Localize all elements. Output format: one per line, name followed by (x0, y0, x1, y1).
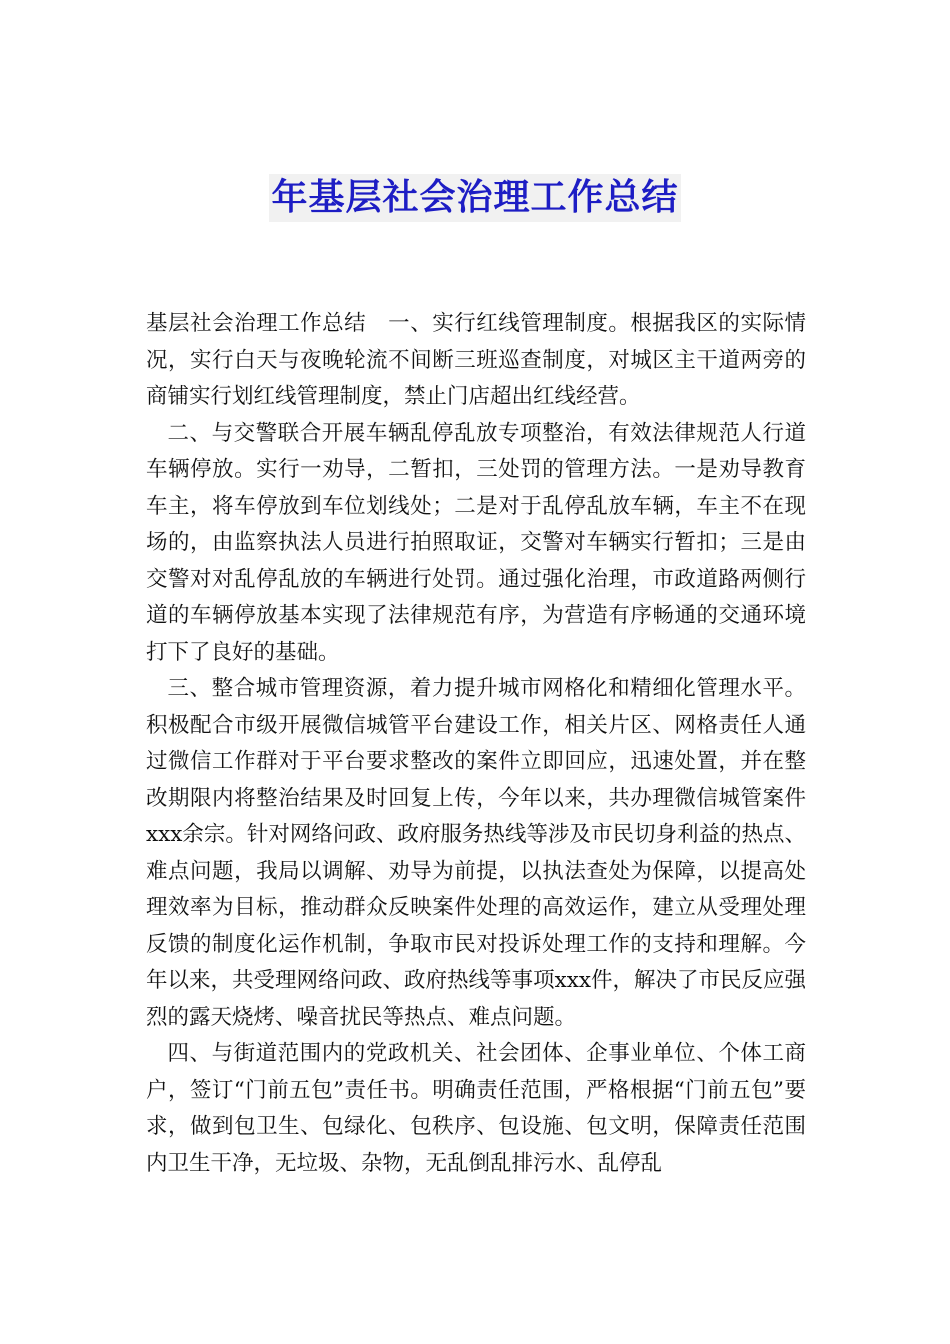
document-title: 年基层社会治理工作总结 (269, 174, 680, 222)
paragraph-3: 三、整合城市管理资源，着力提升城市网格化和精细化管理水平。积极配合市级开展微信城管平台建设工作，相关片区、网格责任人通过微信工作群对于平台要求整改的案件立即回应，迅速处置，并在整改期限内将整治结果及时回复上传，今年以来，共办理微信城管案件xxx余宗。针对网络问政、政府服务热线等涉及市民切身利益的热点、难点问题，我局以调解、劝导为前提，以执法查处为保障，以提高处理效率为目标，推动群众反映案件处理的高效运作，建立从受理处理反馈的制度化运作机制，争取市民对投诉处理工作的支持和理解。今年以来，共受理网络问政、政府热线等事项xxx件，解决了市民反应强烈的露天烧烤、噪音扰民等热点、难点问题。 (146, 676, 806, 1030)
paragraph-2: 二、与交警联合开展车辆乱停乱放专项整治，有效法律规范人行道车辆停放。实行一劝导，二暂扣，三处罚的管理方法。一是劝导教育车主，将车停放到车位划线处；二是对于乱停乱放车辆，车主不在现场的，由监察执法人员进行拍照取证，交警对车辆实行暂扣；三是由交警对对乱停乱放的车辆进行处罚。通过强化治理，市政道路两侧行道的车辆停放基本实现了法律规范有序，为营造有序畅通的交通环境打下了良好的基础。 (146, 420, 806, 665)
title-container (0, 174, 950, 222)
paragraph-4: 四、与街道范围内的党政机关、社会团体、企事业单位、个体工商户，签订“门前五包”责任书。明确责任范围，严格根据“门前五包”要求，做到包卫生、包绿化、包秩序、包设施、包文明，保障责任范围内卫生干净，无垃圾、杂物，无乱倒乱排污水、乱停乱 (146, 1041, 806, 1176)
document-body (146, 306, 806, 1182)
paragraph-1: 基层社会治理工作总结 一、实行红线管理制度。根据我区的实际情况，实行白天与夜晚轮流不间断三班巡查制度，对城区主干道两旁的商铺实行划红线管理制度，禁止门店超出红线经营。 (146, 311, 806, 409)
